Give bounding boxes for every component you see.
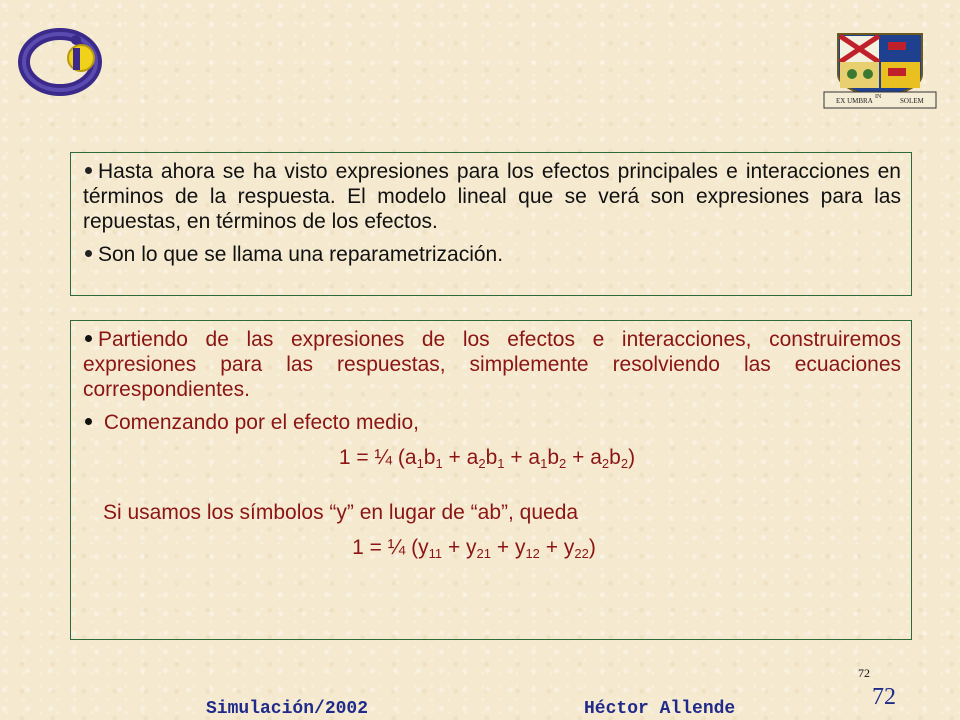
page-number-small: 72 <box>858 666 870 680</box>
bullet-icon <box>85 167 92 174</box>
logo-motto-mid: IN <box>875 94 882 100</box>
coat-of-arms-logo <box>822 28 938 110</box>
response-equation: 1 = ¼ $(y_{11} + y_{21} + y_{12} + y_{22})$ <box>352 536 596 561</box>
footer-course: Simulación/2002 <box>206 699 369 719</box>
reparametrization-paragraph <box>83 242 901 267</box>
intro-text-box <box>70 152 912 296</box>
mean-effect-text: Comenzando por el efecto medio, <box>98 411 420 434</box>
intro-paragraph-text: Hasta ahora se ha visto expresiones para los efectos principales e interacciones en términos de la respuesta. El modelo lineal que se verá son expresiones para las repuestas, en términos de los efectos. <box>83 160 901 233</box>
institution-logo-left <box>18 18 118 98</box>
intro-paragraph <box>83 159 901 234</box>
footer-author: Héctor Allende <box>584 699 736 719</box>
derivation-paragraph-text: Partiendo de las expresiones de los efectos e interacciones, construiremos expresiones para las respuestas, simplemente resolviendo las ecuaciones correspondientes. <box>83 328 901 401</box>
page-number: 72 <box>872 684 896 710</box>
logo-motto-right: SOLEM <box>900 97 924 105</box>
logo-motto-left: EX UMBRA <box>836 97 873 105</box>
bullet-icon <box>85 418 92 425</box>
symbols-sentence: Si usamos los símbolos “y” en lugar de “ab”, queda <box>103 501 579 524</box>
bullet-icon <box>85 335 92 342</box>
derivation-text-box <box>70 320 912 640</box>
mean-effect-paragraph <box>83 410 901 435</box>
derivation-paragraph <box>83 327 901 402</box>
reparametrization-text: Son lo que se llama una reparametrización. <box>98 243 504 266</box>
bullet-icon <box>85 250 92 257</box>
mean-effect-equation: 1 = ¼ $(a_1b_1 + a_2b_1 + a_1b_2 + a_2b_2)$ <box>338 446 636 471</box>
